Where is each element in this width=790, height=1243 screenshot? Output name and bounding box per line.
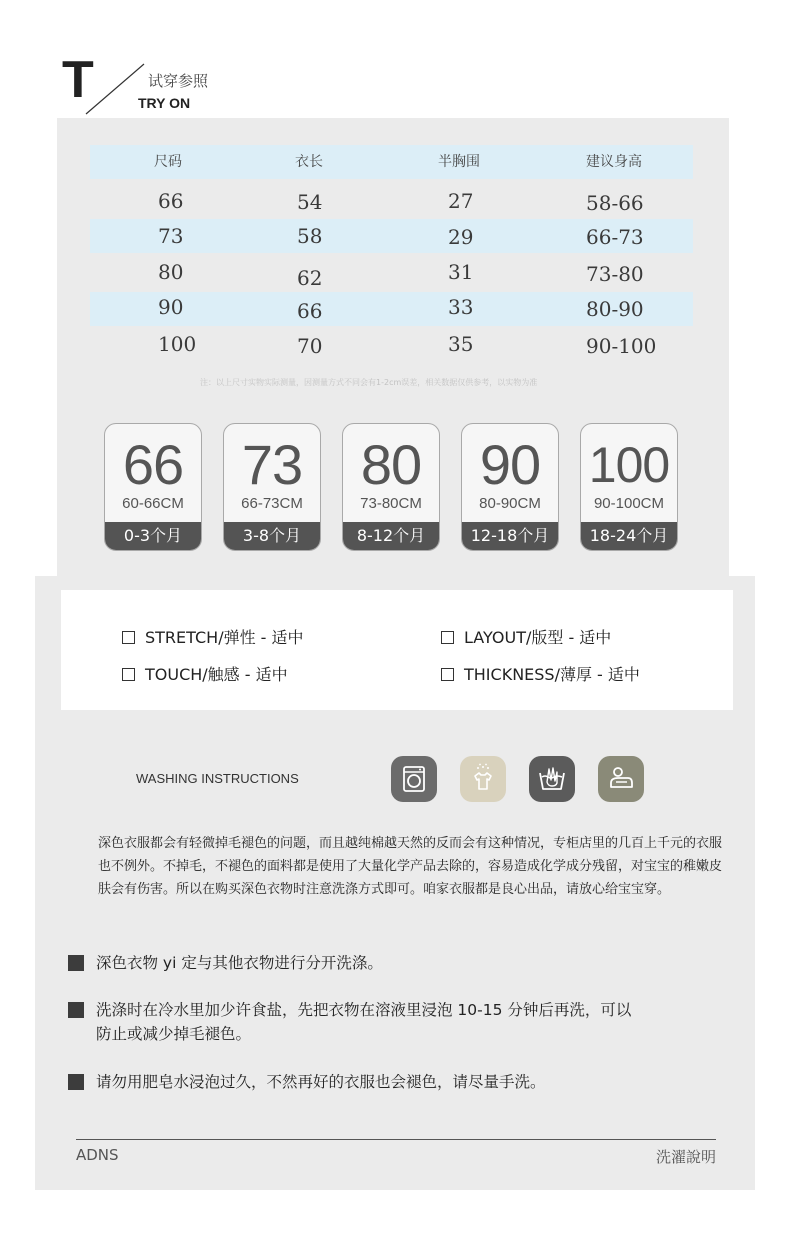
care-tip: 洗涤时在冷水里加少许食盐，先把衣物在溶液里浸泡 10-15 分钟后再洗，可以防止或减少掉毛褪色。 <box>96 1001 632 1043</box>
footer-brand: ADNS <box>76 1146 119 1164</box>
attribute-label: STRETCH/弹性 - 适中 <box>145 628 304 647</box>
size-table-cell: 80-90 <box>586 297 644 321</box>
header-title-cn: 试穿参照 <box>148 72 209 90</box>
size-table-cell: 35 <box>448 332 474 356</box>
size-table-cell: 73-80 <box>586 262 644 286</box>
size-card-range: 73-80CM <box>360 495 422 512</box>
washing-machine-icon <box>391 756 437 802</box>
size-card <box>342 423 440 551</box>
fabric-attributes <box>61 590 733 710</box>
size-table-row <box>90 292 693 326</box>
size-table-header-cell: 尺码 <box>154 154 182 170</box>
size-table-cell: 70 <box>297 334 323 358</box>
attribute-label: LAYOUT/版型 - 适中 <box>464 628 612 647</box>
size-card-age: 12-18个月 <box>462 522 558 550</box>
size-card-size: 90 <box>479 433 541 496</box>
baby-icon <box>598 756 644 802</box>
size-table-header-cell: 衣长 <box>295 154 323 170</box>
size-card-size: 73 <box>241 433 303 496</box>
size-card-age: 0-3个月 <box>105 522 201 550</box>
size-table-row <box>90 327 693 361</box>
size-card-range: 90-100CM <box>593 495 665 512</box>
size-card <box>104 423 202 551</box>
size-card-age: 8-12个月 <box>343 522 439 550</box>
header-title-en: TRY ON <box>138 95 191 111</box>
size-table-note: 注：以上尺寸实物实际测量，因测量方式不同会有1-2cm误差，相关数据仅供参考，以实物为准 <box>200 378 538 387</box>
washing-title: WASHING INSTRUCTIONS <box>136 771 299 786</box>
checkbox-icon <box>441 668 454 681</box>
attribute-item <box>441 662 640 685</box>
size-card-range: 60-66CM <box>122 495 184 512</box>
size-card <box>461 423 559 551</box>
size-table-row <box>90 184 693 218</box>
size-table-cell: 73 <box>158 224 184 248</box>
size-table-cell: 29 <box>448 225 474 249</box>
size-table-cell: 66-73 <box>586 225 644 249</box>
care-paragraph: 深色衣服都会有轻微掉毛褪色的问题，而且越纯棉越天然的反而会有这种情况，专柜店里的几百上千元的衣服也不例外。不掉毛，不褪色的面料都是使用了大量化学产品去除的，容易造成化学成分残留，对宝宝的稚嫩皮肤会有伤害。所以在购买深色衣物时注意洗涤方式即可。咱家衣服都是良心出品，请放心给宝宝穿。 <box>98 836 723 897</box>
attribute-label: THICKNESS/薄厚 - 适中 <box>464 665 640 684</box>
size-card-age: 3-8个月 <box>224 522 320 550</box>
size-card-range: 66-73CM <box>241 495 303 512</box>
size-card <box>580 423 678 551</box>
hand-wash-icon <box>529 756 575 802</box>
size-table-header <box>90 145 693 179</box>
checkbox-icon <box>441 631 454 644</box>
size-table-cell: 33 <box>448 295 474 319</box>
attribute-item <box>441 625 611 648</box>
size-table-cell: 90-100 <box>586 334 657 358</box>
attribute-item <box>122 662 288 685</box>
size-table-cell: 27 <box>448 189 474 213</box>
footer-section-title: 洗濯說明 <box>655 1148 716 1166</box>
size-table-cell: 66 <box>158 189 184 213</box>
size-table-header-cell: 建议身高 <box>586 154 642 170</box>
care-tip: 深色衣物 yi 定与其他衣物进行分开洗涤。 <box>96 954 383 972</box>
size-card <box>223 423 321 551</box>
shirt-sparkle-icon <box>460 756 506 802</box>
size-card-size: 100 <box>588 437 670 493</box>
size-card-size: 80 <box>360 433 422 496</box>
footer-divider <box>76 1139 716 1140</box>
size-table-row <box>90 219 693 253</box>
attribute-label: TOUCH/触感 - 适中 <box>145 665 288 684</box>
size-table-cell: 54 <box>297 190 323 214</box>
size-table-cell: 100 <box>158 332 197 356</box>
size-table-cell: 58 <box>297 224 323 248</box>
header-letter: T <box>62 51 94 109</box>
size-table-cell: 62 <box>297 266 323 290</box>
size-table-cell: 90 <box>158 295 184 319</box>
attribute-item <box>122 625 304 648</box>
size-table-cell: 31 <box>448 260 474 284</box>
size-card-size: 66 <box>122 433 184 496</box>
care-tip: 请勿用肥皂水浸泡过久，不然再好的衣服也会褪色，请尽量手洗。 <box>96 1073 546 1091</box>
size-card-age: 18-24个月 <box>581 522 677 550</box>
size-table-header-cell: 半胸围 <box>438 154 480 170</box>
size-card-range: 80-90CM <box>479 495 541 512</box>
bullet-square-icon <box>68 1074 84 1090</box>
header-slash-divider <box>84 62 146 116</box>
size-table-cell: 80 <box>158 260 184 284</box>
checkbox-icon <box>122 631 135 644</box>
bullet-square-icon <box>68 1002 84 1018</box>
checkbox-icon <box>122 668 135 681</box>
size-table-cell: 66 <box>297 299 323 323</box>
size-table-row <box>90 255 693 289</box>
size-table-cell: 58-66 <box>586 191 644 215</box>
bullet-square-icon <box>68 955 84 971</box>
